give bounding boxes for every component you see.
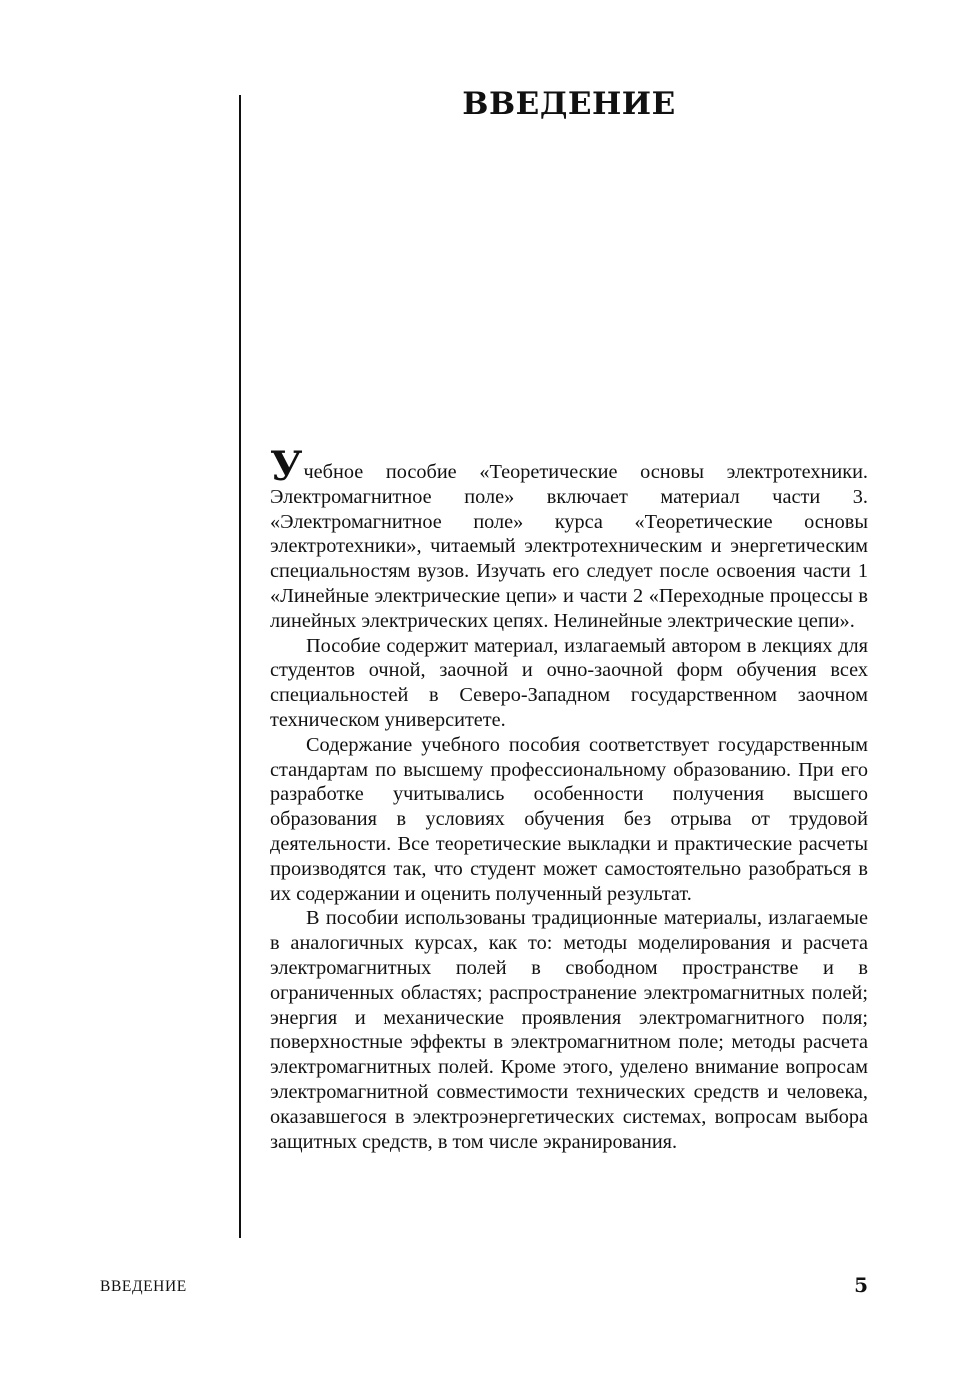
chapter-title: ВВЕДЕНИЕ bbox=[462, 86, 676, 122]
page-number: 5 bbox=[854, 1273, 868, 1297]
paragraph-1 bbox=[270, 443, 868, 634]
paragraph-3: Содержание учебного пособия соответствует государственным стандартам по высшему профессиональному образованию. При его разработке учитывались особенности получения высшего образования в условиях обучения без отрыва от трудовой деятельности. Все теоретические выкладки и практические расчеты производятся так, что студент может самостоятельно разобраться в их содержании и оценить полученный результат. bbox=[270, 733, 868, 905]
paragraph-1-text: чебное пособие «Теоретические основы электротехники. Электромагнитное поле» включает материал части 3. «Электромагнитное поле» курса «Теоретические основы электротехники», читаемый электротехническим и энергетическим специальностям вузов. Изучать его следует после освоения части 1 «Линейные электрические цепи» и части 2 «Переходные процессы в линейных электрических цепях. Нелинейные электрические цепи». bbox=[270, 461, 868, 632]
paragraph-2: Пособие содержит материал, излагаемый автором в лекциях для студентов очной, заочной и очно-заочной форм обучения всех специальностей в Северо-Западном государственном заочном техническом университете. bbox=[270, 634, 868, 731]
margin-vertical-rule bbox=[239, 95, 241, 1238]
running-footer: ВВЕДЕНИЕ bbox=[100, 1278, 187, 1295]
body-text bbox=[270, 443, 868, 1154]
paragraph-4: В пособии использованы традиционные материалы, излагаемые в аналогичных курсах, как то: методы моделирования и расчета электромагнитных полей в свободном пространстве и в ограниченных областях; распространение электромагнитных полей; энергия и механические проявления электромагнитного поля; поверхностные эффекты в электромагнитном поле; методы расчета электромагнитных полей. Кроме этого, уделено внимание вопросам электромагнитной совместимости технических средств и человека, оказавшегося в электроэнергетических системах, вопросам выбора защитных средств, в том числе экранирования. bbox=[270, 907, 868, 1153]
drop-cap: У bbox=[270, 443, 303, 490]
